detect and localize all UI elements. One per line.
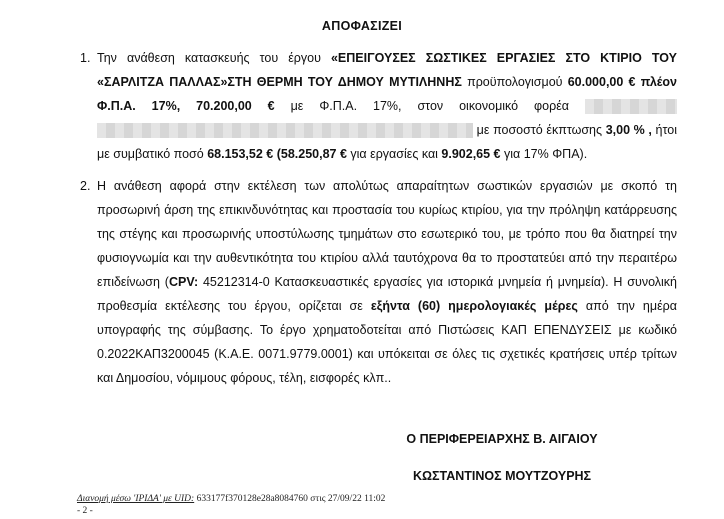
decision-item-1 xyxy=(97,46,677,166)
budget-amount: 60.000,00 € πλέον Φ.Π.Α. 17%, 70.200,00 € xyxy=(97,75,677,113)
item1-text-4: με ποσοστό έκπτωσης xyxy=(473,123,606,137)
item2-text-3: από την ημέρα υπογραφής της σύμβασης. Το έργο χρηματοδοτείται από Πιστώσεις ΚΑΠ ΕΠΕΝΔΥΣΕΙΣ με κωδικό 0.2022ΚΑΠ3200045 (Κ.Α.Ε. 0071.9779.0001) και υπόκειται σε όλες τις σχετικές κρατήσεις υπέρ τρίτων και Δημοσίου, νόμιμους φόρους, τέλη, εισφορές κλπ.. xyxy=(97,299,677,385)
item-number-1: 1. xyxy=(80,51,91,65)
vat-amount: 9.902,65 € xyxy=(441,147,501,161)
item1-text-6: για εργασίες και xyxy=(346,147,442,161)
item-number-2: 2. xyxy=(80,179,91,193)
page-number: - 2 - xyxy=(77,506,93,516)
deadline-days: εξήντα (60) ημερολογιακές μέρες xyxy=(370,299,578,313)
item1-text-5: ήτοι με συμβατικό ποσό xyxy=(97,123,677,161)
item1-text-7: για 17% ΦΠΑ). xyxy=(500,147,588,161)
item1-text-1: Την ανάθεση κατασκευής του έργου xyxy=(97,51,331,65)
item1-text-2: προϋπολογισμού xyxy=(461,75,568,89)
decision-heading: ΑΠΟΦΑΣΙΖΕΙ xyxy=(321,19,403,33)
item2-text-2: 45212314-0 Κατασκευαστικές εργασίες για ιστορικά μνημεία ή μνημεία). Η συνολική προθεσμία εκτέλεσης του έργου, ορίζεται σε xyxy=(97,275,678,313)
item1-text-3: με Φ.Π.Α. 17%, στον οικονομικό φορέα xyxy=(274,99,585,113)
decision-item-2 xyxy=(97,174,677,390)
project-title: «ΕΠΕΙΓΟΥΣΕΣ ΣΩΣΤΙΚΕΣ ΕΡΓΑΣΙΕΣ ΣΤΟ ΚΤΙΡΙΟ ΤΟΥ «ΣΑΡΛΙΤΖΑ ΠΑΛΛΑΣ»ΣΤΗ ΘΕΡΜΗ ΤΟΥ ΔΗΜΟΥ ΜΥΤΙΛΗΝΗΣ xyxy=(97,51,677,89)
contract-amount: 68.153,52 € (58.250,87 € xyxy=(207,147,347,161)
distribution-label: Διανομή μέσω 'ΙΡΙΔΑ' με UID: xyxy=(77,494,195,504)
signatory-name: ΚΩΣΤΑΝΤΙΝΟΣ ΜΟΥΤΖΟΥΡΗΣ xyxy=(412,469,592,483)
redacted-contractor-details xyxy=(97,123,473,138)
distribution-uid: 633177f370128e28a8084760 στις 27/09/22 11:02 xyxy=(194,494,386,504)
item2-text-1: Η ανάθεση αφορά στην εκτέλεση των απολύτως απαραίτητων σωστικών εργασιών με σκοπό τη προσωρινή άρση της επικινδυνότητας και προστασία του κυρίως κτιρίου, για την πρόληψη κατάρρευσης της στέγης και προσωρινής υποστύλωσης τμημάτων στο εσωτερικό του, με τρόπο που θα διατηρεί την φυσιογνωμία και την αυθεντικότητα του κτιρίου αλλά ταυτόχρονα θα το προστατεύει από την περαιτέρω επιδείνωση ( xyxy=(97,179,677,289)
redacted-contractor-name xyxy=(585,99,677,114)
cpv-label: CPV: xyxy=(168,275,199,289)
discount-percentage: 3,00 % , xyxy=(605,123,652,137)
distribution-footer xyxy=(77,494,385,504)
signatory-title: Ο ΠΕΡΙΦΕΡΕΙΑΡΧΗΣ Β. ΑΙΓΑΙΟΥ xyxy=(406,432,598,446)
